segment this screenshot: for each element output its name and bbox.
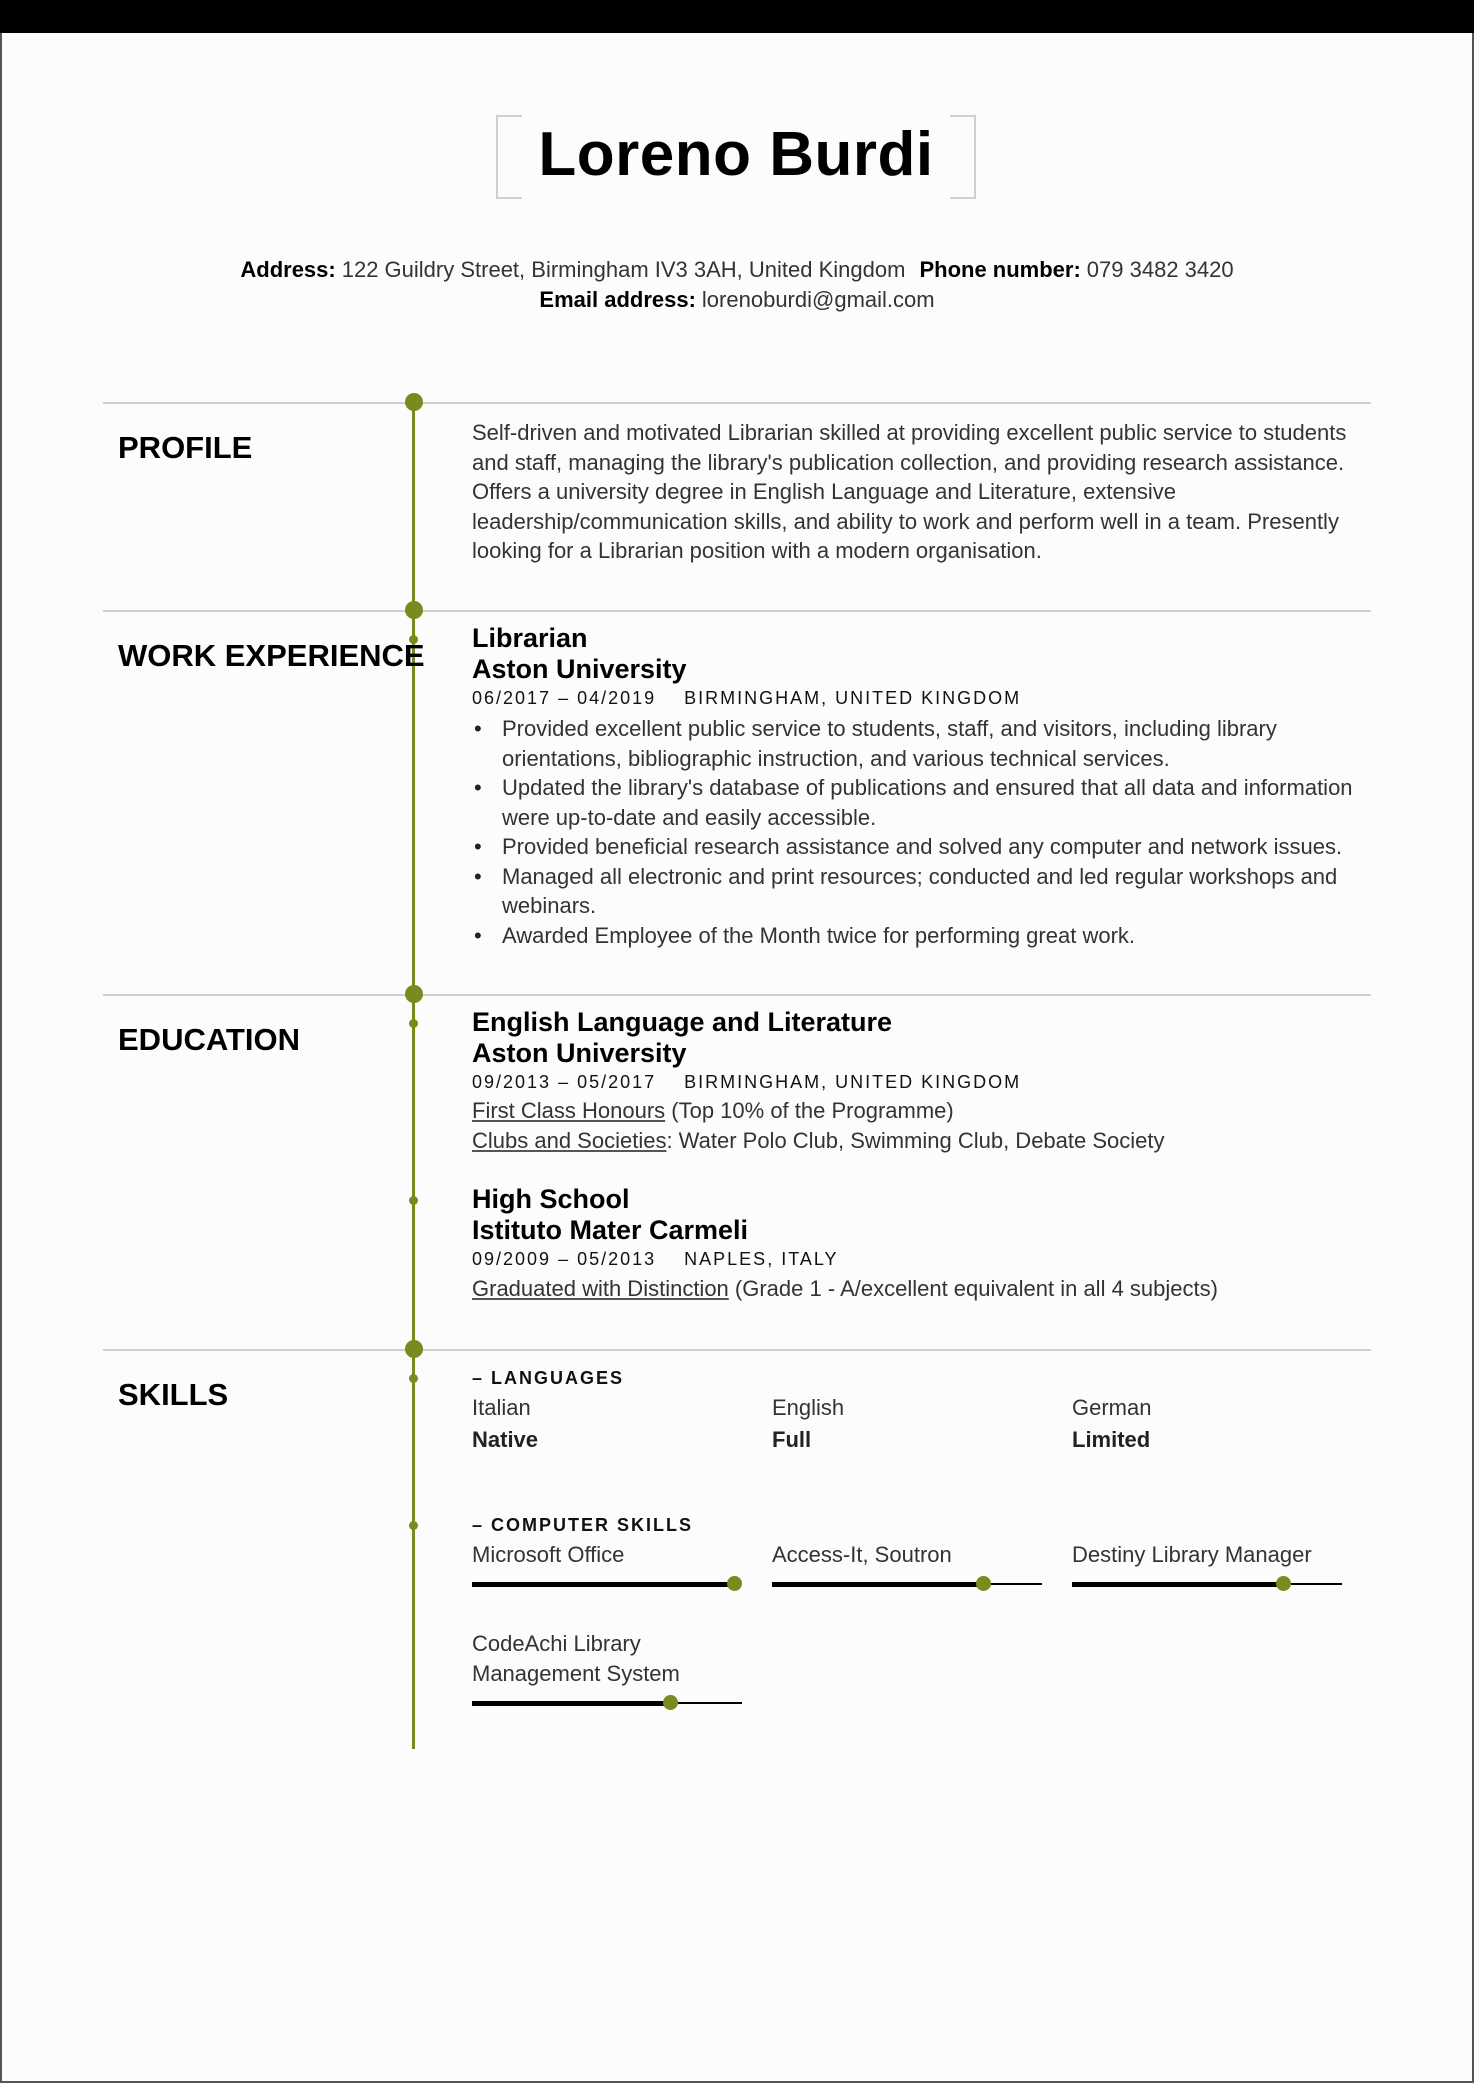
list-item: • Provided beneficial research assistance and solved any computer and network issues. [472,832,1372,862]
skill-level-fill [1072,1582,1278,1587]
list-item: • Provided excellent public service to students, staff, and visitors, including library orientations, bibliographic instruction, and various technical services. [472,714,1372,773]
timeline-marker [409,1196,418,1205]
skill-level-track [678,1702,742,1704]
contact-line-2 [0,287,1474,313]
top-bar [0,0,1474,33]
list-item: • Awarded Employee of the Month twice for performing great work. [472,921,1372,951]
job-dates: 06/2017 – 04/2019 [472,688,657,708]
skill-level-knob [976,1576,991,1591]
section-divider [103,994,1371,996]
education-meta [472,1072,1021,1093]
detail-label: Clubs and Societies [472,1128,667,1153]
name-header [496,115,976,199]
degree-title: High School [472,1184,630,1214]
profile-text: Self-driven and motivated Librarian skilled at providing excellent public service to students and staff, managing the library's publication collection, and providing research assistance. Offers a university degree in English Language and Literature, extensive leadership/communication skills, and ability to work and perform well in a team. Presently looking for a Librarian position with a modern organisation. [472,420,1347,563]
education-detail [472,1276,1218,1302]
skill-level-track [991,1583,1042,1585]
detail-text: (Top 10% of the Programme) [665,1098,954,1123]
skill-level-fill [772,1582,978,1587]
detail-label: Graduated with Distinction [472,1276,729,1301]
resume-page [0,33,1474,2083]
computer-skill [772,1540,1042,1592]
education-detail [472,1128,1165,1154]
education-location: NAPLES, ITALY [684,1249,839,1269]
language-name: English [772,1395,845,1420]
timeline-marker [409,1374,418,1383]
computer-skill [472,1540,742,1592]
job-location: BIRMINGHAM, UNITED KINGDOM [684,688,1022,708]
education-dates: 09/2009 – 05/2013 [472,1249,657,1269]
skill-level-fill [472,1701,665,1706]
phone-label: Phone number: [919,257,1081,282]
language-name: German [1072,1395,1152,1420]
skill-name: CodeAchi Library Management System [472,1631,680,1686]
phone-value: 079 3482 3420 [1086,257,1234,282]
address-label: Address: [240,257,336,282]
contact-line-1 [0,257,1474,283]
candidate-name: Loreno Burdi [538,120,934,189]
detail-text: : Water Polo Club, Swimming Club, Debate Society [666,1128,1165,1153]
email-label: Email address: [539,287,696,312]
skill-name: Microsoft Office [472,1542,625,1567]
timeline-dot [405,985,423,1003]
education-heading: EDUCATION [118,1022,300,1057]
language-level: Limited [1072,1427,1151,1452]
timeline-dot [405,1340,423,1358]
skill-level-knob [663,1695,678,1710]
skill-level-knob [1276,1576,1291,1591]
language-item [1072,1395,1352,1453]
degree-title: English Language and Literature [472,1007,893,1037]
school-name: Istituto Mater Carmeli [472,1215,749,1245]
language-level: Full [772,1427,812,1452]
section-divider [103,402,1371,404]
section-divider [103,610,1371,612]
detail-label: First Class Honours [472,1098,666,1123]
job-bullets [472,714,1372,950]
profile-heading: PROFILE [118,430,253,465]
job-title: Librarian [472,623,588,653]
skills-heading: SKILLS [118,1377,229,1412]
education-location: BIRMINGHAM, UNITED KINGDOM [684,1072,1022,1092]
skill-level-fill [472,1582,729,1587]
job-employer: Aston University [472,654,687,684]
languages-subheading: – LANGUAGES [472,1368,625,1388]
section-divider [103,1349,1371,1351]
computer-skills-subheading: – COMPUTER SKILLS [472,1515,694,1535]
skill-level-bar [1072,1576,1342,1592]
computer-skill [472,1629,742,1711]
job-meta [472,688,1021,709]
skill-level-track [1291,1583,1342,1585]
timeline-dot [405,393,423,411]
education-meta [472,1249,839,1270]
language-item [472,1395,752,1453]
language-name: Italian [472,1395,531,1420]
language-level: Native [472,1427,539,1452]
detail-text: (Grade 1 - A/excellent equivalent in all 4 subjects) [728,1276,1218,1301]
school-name: Aston University [472,1038,687,1068]
skill-level-bar [772,1576,1042,1592]
language-item [772,1395,1052,1453]
timeline-dot [405,601,423,619]
email-value[interactable]: lorenoburdi@gmail.com [701,287,935,312]
timeline-marker [409,1521,418,1530]
list-item: • Updated the library's database of publications and ensured that all data and information were up-to-date and easily accessible. [472,773,1372,832]
skill-name: Destiny Library Manager [1072,1542,1312,1567]
education-detail [472,1098,954,1124]
skill-level-knob [727,1576,742,1591]
skill-name: Access-It, Soutron [772,1542,952,1567]
skill-level-bar [472,1695,742,1711]
skill-level-bar [472,1576,742,1592]
timeline-marker [409,1019,418,1028]
computer-skill [1072,1540,1342,1592]
list-item: • Managed all electronic and print resources; conducted and led regular workshops and webinars. [472,862,1372,921]
address-value: 122 Guildry Street, Birmingham IV3 3AH, United Kingdom [341,257,906,282]
education-dates: 09/2013 – 05/2017 [472,1072,657,1092]
work-experience-heading: WORK EXPERIENCE [118,638,425,673]
